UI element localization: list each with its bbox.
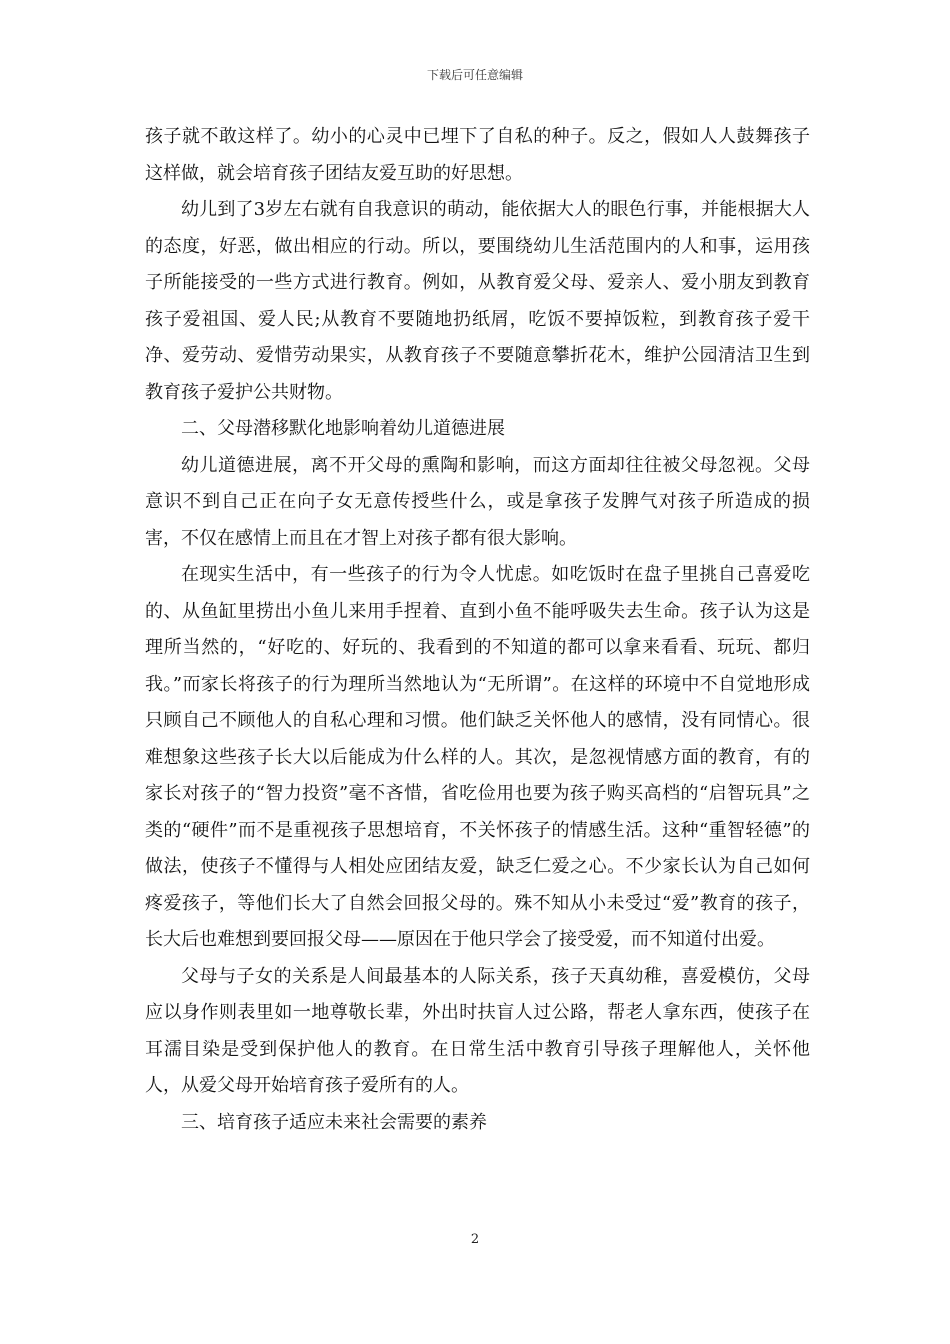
- paragraph: 父母与子女的关系是人间最基本的人际关系，孩子天真幼稚，喜爱模仿，父母应以身作则表里如一地尊敬长辈，外出时扶盲人过公路，帮老人拿东西，使孩子在耳濡目染是受到保护他人的教育。在日常生活中教育引导孩子理解他人，关怀他人，从爱父母开始培育孩子爱所有的人。: [145, 965, 810, 1096]
- paragraph: 在现实生活中，有一些孩子的行为令人忧虑。如吃饭时在盘子里挑自己喜爱吃的、从鱼缸里捞出小鱼儿来用手捏着、直到小鱼不能呼吸失去生命。孩子认为这是理所当然的，“好吃的、好玩的、我看到的不知道的都可以拿来看看、玩玩、都归我。”而家长将孩子的行为理所当然地认为“无所谓”。在这样的环境中不自觉地形成只顾自己不顾他人的自私心理和习惯。他们缺乏关怀他人的感情，没有同情心。很难想象这些孩子长大以后能成为什么样的人。其次，是忽视情感方面的教育，有的家长对孩子的“智力投资”毫不吝惜，省吃俭用也要为孩子购买高档的“启智玩具”之类的“硬件”而不是重视孩子思想培育，不关怀孩子的情感生活。这种“重智轻德”的做法，使孩子不懂得与人相处应团结友爱，缺乏仁爱之心。不少家长认为自己如何疼爱孩子，等他们长大了自然会回报父母的。殊不知从小未受过“爱”教育的孩子，长大后也难想到要回报父母——原因在于他只学会了接受爱，而不知道付出爱。: [145, 564, 810, 950]
- document-body: [145, 119, 810, 1141]
- section-heading: 二、父母潜移默化地影响着幼儿道德进展: [181, 418, 505, 439]
- paragraph: 幼儿道德进展，离不开父母的熏陶和影响，而这方面却往往被父母忽视。父母意识不到自己正在向子女无意传授些什么，或是拿孩子发脾气对孩子所造成的损害，不仅在感情上而且在才智上对孩子都有很大影响。: [145, 454, 810, 549]
- section-heading: 三、培育孩子适应未来社会需要的素养: [181, 1111, 487, 1133]
- paragraph-continuation: 孩子就不敢这样了。幼小的心灵中已埋下了自私的种子。反之，假如人人鼓舞孩子这样做，就会培育孩子团结友爱互助的好思想。: [145, 126, 810, 184]
- page-number: 2: [470, 1232, 480, 1247]
- paragraph: 幼儿到了3岁左右就有自我意识的萌动，能依据大人的眼色行事，并能根据大人的态度，好恶，做出相应的行动。所以，要围绕幼儿生活范围内的人和事，运用孩子所能接受的一些方式进行教育。例如，从教育爱父母、爱亲人、爱小朋友到教育孩子爱祖国、爱人民;从教育不要随地扔纸屑，吃饭不要掉饭粒，到教育孩子爱干净、爱劳动、爱惜劳动果实，从教育孩子不要随意攀折花木，维护公园清洁卫生到教育孩子爱护公共财物。: [145, 199, 810, 403]
- page-header: 下载后可任意编辑: [426, 68, 523, 82]
